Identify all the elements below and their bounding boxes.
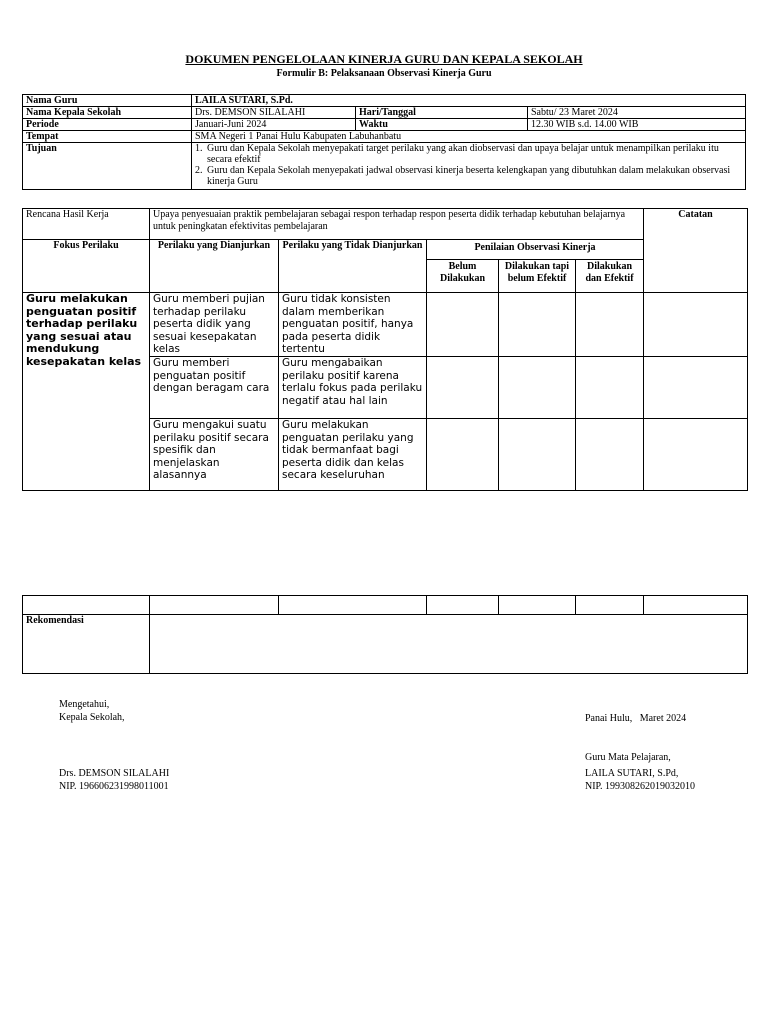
dianjurkan-2: Guru memberi penguatan positif dengan beragam cara xyxy=(150,356,279,418)
right-signature-name-block xyxy=(585,767,695,793)
tujuan-item: 1. Guru dan Kepala Sekolah menyepakati target perilaku yang akan diobservasi dan upaya belajar untuk menampilkan perilaku itu secara efektif xyxy=(195,143,719,165)
guru-nip: NIP. 199308262019032010 xyxy=(585,781,696,792)
catatan-label: Catatan xyxy=(644,209,748,293)
hari-value: Sabtu/ 23 Maret 2024 xyxy=(528,107,746,119)
kepala-sekolah-name: Drs. DEMSON SILALAHI xyxy=(59,768,170,779)
blank-cell xyxy=(576,596,644,615)
belum-1[interactable] xyxy=(427,293,499,357)
kepala-sekolah-role: Kepala Sekolah, xyxy=(59,712,125,723)
tapi-label: Dilakukan tapi belum Efektif xyxy=(499,260,576,293)
efektif-2[interactable] xyxy=(576,356,644,418)
right-signature-block xyxy=(585,686,686,777)
rhk-value: Upaya penyesuaian praktik pembelajaran sebagai respon terhadap respon peserta didik terhadap kebutuhan belajarnya untuk peningkatan efektivitas pembelajaran xyxy=(150,209,644,240)
waktu-value: 12.30 WIB s.d. 14.00 WIB xyxy=(528,119,746,131)
tidak-dianjurkan-2: Guru mengabaikan perilaku positif karena terlalu fokus pada perilaku negatif atau hal lain xyxy=(279,356,427,418)
blank-row xyxy=(23,596,748,615)
nama-guru-label: Nama Guru xyxy=(23,95,192,107)
dianjurkan-label: Perilaku yang Dianjurkan xyxy=(150,240,279,293)
tempat-label: Tempat xyxy=(23,131,192,143)
tapi-3[interactable] xyxy=(499,418,576,490)
left-signature-name-block xyxy=(59,767,169,793)
tidak-dianjurkan-1: Guru tidak konsisten dalam memberikan penguatan positif, hanya pada peserta didik tertentu xyxy=(279,293,427,357)
efektif-1[interactable] xyxy=(576,293,644,357)
tidak-dianjurkan-label: Perilaku yang Tidak Dianjurkan xyxy=(279,240,427,293)
periode-label: Periode xyxy=(23,119,192,131)
catatan-2[interactable] xyxy=(644,356,748,418)
penilaian-label: Penilaian Observasi Kinerja xyxy=(427,240,644,260)
observation-table xyxy=(22,208,748,491)
kepala-value: Drs. DEMSON SILALAHI xyxy=(192,107,356,119)
blank-cell xyxy=(427,596,499,615)
belum-3[interactable] xyxy=(427,418,499,490)
tapi-1[interactable] xyxy=(499,293,576,357)
table-row xyxy=(23,293,748,357)
belum-label: Belum Dilakukan xyxy=(427,260,499,293)
rekomendasi-value[interactable] xyxy=(150,615,748,674)
hari-label: Hari/Tanggal xyxy=(356,107,528,119)
tempat-value: SMA Negeri 1 Panai Hulu Kabupaten Labuhanbatu xyxy=(192,131,746,143)
nama-guru-value: LAILA SUTARI, S.Pd. xyxy=(192,95,746,107)
rekomendasi-table xyxy=(22,595,748,674)
guru-role: Guru Mata Pelajaran, xyxy=(585,752,671,763)
dianjurkan-3: Guru mengakui suatu perilaku positif secara spesifik dan menjelaskan alasannya xyxy=(150,418,279,490)
belum-2[interactable] xyxy=(427,356,499,418)
catatan-1[interactable] xyxy=(644,293,748,357)
efektif-label: Dilakukan dan Efektif xyxy=(576,260,644,293)
blank-cell xyxy=(279,596,427,615)
document-title: DOKUMEN PENGELOLAAN KINERJA GURU DAN KEPALA SEKOLAH xyxy=(185,52,583,66)
blank-cell xyxy=(499,596,576,615)
fokus-label: Fokus Perilaku xyxy=(23,240,150,293)
blank-cell xyxy=(150,596,279,615)
kepala-label: Nama Kepala Sekolah xyxy=(23,107,192,119)
waktu-label: Waktu xyxy=(356,119,528,131)
rhk-label: Rencana Hasil Kerja xyxy=(23,209,150,240)
place-date: Panai Hulu, Maret 2024 xyxy=(585,713,687,724)
tujuan-item: 2. Guru dan Kepala Sekolah menyepakati jadwal observasi kinerja beserta kelengkapan yang dibutuhkan dalam melakukan observasi kinerja Guru xyxy=(195,165,731,187)
blank-cell xyxy=(644,596,748,615)
efektif-3[interactable] xyxy=(576,418,644,490)
tujuan-label: Tujuan xyxy=(23,143,192,190)
guru-name: LAILA SUTARI, S.Pd, xyxy=(585,768,679,779)
tujuan-value xyxy=(192,143,746,190)
periode-value: Januari-Juni 2024 xyxy=(192,119,356,131)
rekomendasi-label: Rekomendasi xyxy=(23,615,150,674)
tidak-dianjurkan-3: Guru melakukan penguatan perilaku yang tidak bermanfaat bagi peserta didik dan kelas secara keseluruhan xyxy=(279,418,427,490)
left-signature-block xyxy=(59,698,125,724)
fokus-value: Guru melakukan penguatan positif terhadap perilaku yang sesuai atau mendukung kesepakatan kelas xyxy=(23,293,150,491)
catatan-3[interactable] xyxy=(644,418,748,490)
tapi-2[interactable] xyxy=(499,356,576,418)
document-subtitle: Formulir B: Pelaksanaan Observasi Kinerja Guru xyxy=(276,68,492,79)
mengetahui-text: Mengetahui, xyxy=(59,699,110,710)
blank-cell xyxy=(23,596,150,615)
dianjurkan-1: Guru memberi pujian terhadap perilaku peserta didik yang sesuai kesepakatan kelas xyxy=(150,293,279,357)
info-table xyxy=(22,94,746,190)
kepala-sekolah-nip: NIP. 196606231998011001 xyxy=(59,781,169,792)
